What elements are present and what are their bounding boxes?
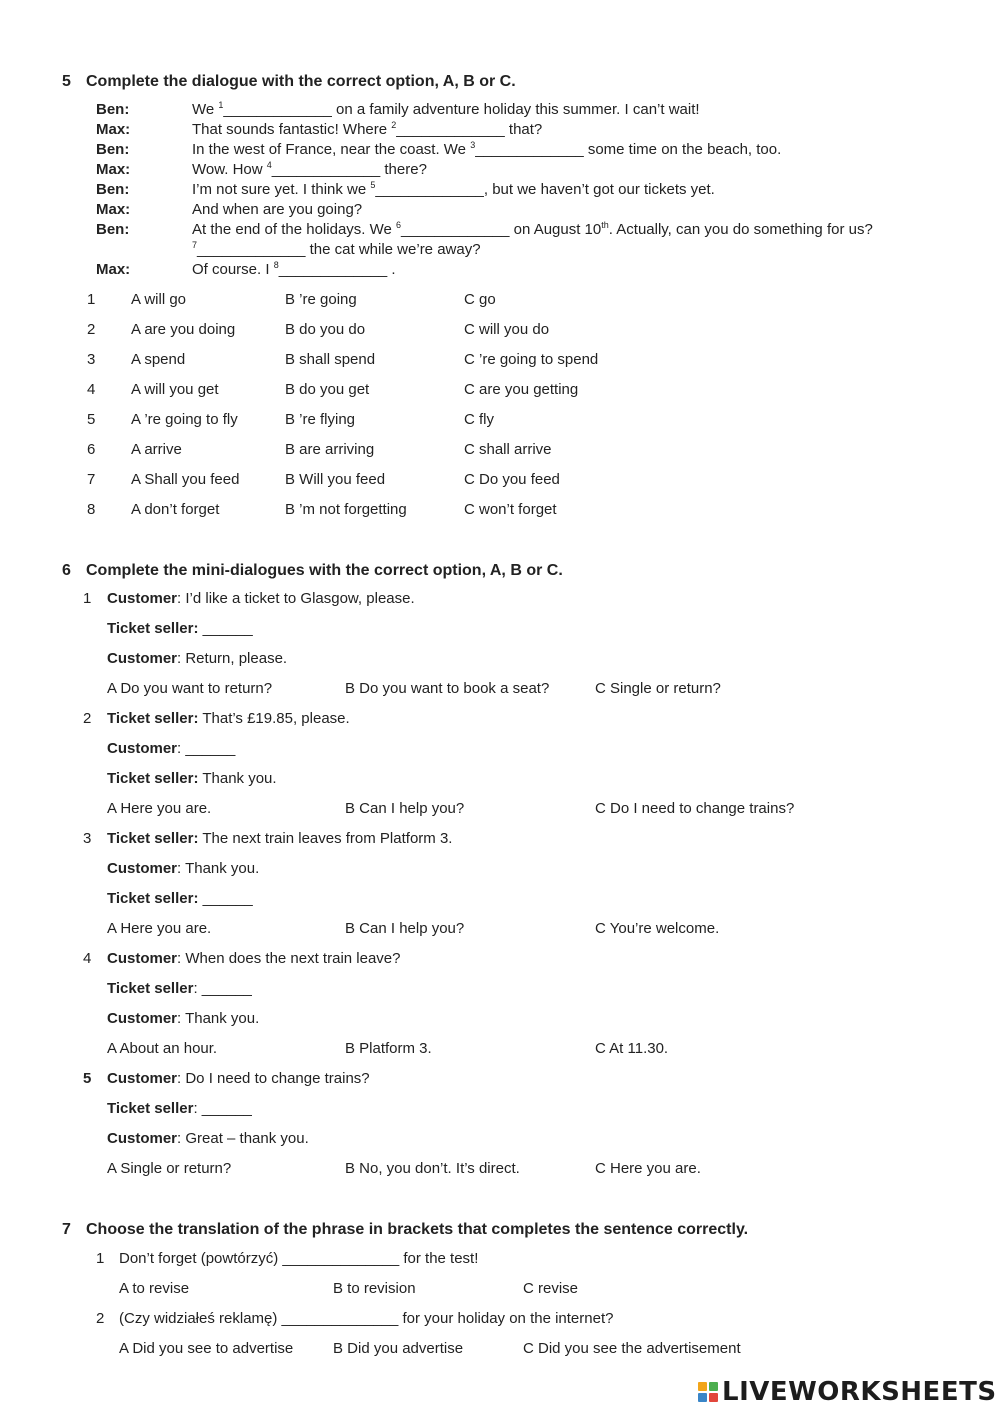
line-text: Thank you. [198, 770, 277, 787]
option-number: 2 [87, 321, 96, 338]
item-number: 5 [83, 1070, 92, 1087]
item-number: 1 [96, 1250, 105, 1267]
dialogue-line [192, 181, 715, 198]
dialogue-line [192, 121, 542, 138]
option-c[interactable]: C Do you feed [464, 471, 560, 488]
speaker: Ticket seller: [107, 830, 199, 847]
option-b[interactable]: B ’m not forgetting [285, 501, 407, 518]
option-c[interactable]: C won’t forget [464, 501, 557, 518]
option-b[interactable]: B shall spend [285, 351, 376, 368]
option-b[interactable]: B to revision [333, 1280, 416, 1297]
mini-dialogue-line [107, 1010, 259, 1027]
option-b[interactable]: B Can I help you? [345, 920, 465, 937]
dialogue-text: . [387, 261, 396, 278]
dialogue-text: , but we haven’t got our tickets yet. [483, 181, 715, 198]
dialogue-line [192, 241, 481, 258]
dialogue-speaker: Ben: [96, 221, 130, 238]
answer-blank[interactable]: _____________ [271, 161, 381, 178]
speaker: Ticket seller: [107, 890, 199, 907]
dialogue-text: some time on the beach, too. [583, 141, 782, 158]
option-a[interactable]: A Did you see to advertise [119, 1340, 294, 1357]
item-number: 4 [83, 950, 92, 967]
option-number: 4 [87, 381, 96, 398]
dialogue-text: In the west of France, near the coast. We [192, 141, 471, 158]
dialogue-text: the cat while we’re away? [305, 241, 481, 258]
mini-dialogue-line [107, 740, 235, 757]
speaker: Ticket seller: [107, 620, 199, 637]
option-number: 8 [87, 501, 96, 518]
section-6-number: 6 [62, 562, 71, 579]
speaker: Customer [107, 590, 178, 607]
mini-dialogue-line [107, 770, 277, 787]
option-c[interactable]: C shall arrive [464, 441, 552, 458]
option-number: 5 [87, 411, 96, 428]
option-c[interactable]: C go [464, 291, 496, 308]
speaker: Ticket seller: [107, 710, 199, 727]
line-text: : I’d like a ticket to Glasgow, please. [177, 590, 415, 607]
dialogue-text: And when are you going? [192, 201, 363, 218]
option-a[interactable]: A About an hour. [107, 1040, 218, 1057]
dialogue-text: I’m not sure yet. I think we [192, 181, 371, 198]
line-text: ______ [198, 890, 253, 907]
mini-dialogue-line [107, 620, 253, 637]
gap-number: 3 [470, 140, 476, 150]
mini-dialogue-line [107, 980, 252, 997]
option-c[interactable]: C will you do [464, 321, 550, 338]
option-c[interactable]: C Single or return? [595, 680, 721, 697]
option-c[interactable]: C Did you see the advertisement [523, 1340, 741, 1357]
dialogue-speaker: Max: [96, 261, 131, 278]
liveworksheets-logo [698, 1377, 997, 1407]
option-number: 7 [87, 471, 96, 488]
dialogue-text: Of course. I [192, 261, 274, 278]
option-b[interactable]: B Did you advertise [333, 1340, 464, 1357]
mini-dialogue-line [107, 890, 253, 907]
line-text: : Do I need to change trains? [177, 1070, 370, 1087]
dialogue-text: At the end of the holidays. We [192, 221, 397, 238]
line-text: : When does the next train leave? [177, 950, 401, 967]
option-a[interactable]: A Single or return? [107, 1160, 232, 1177]
option-a[interactable]: A to revise [119, 1280, 190, 1297]
mini-dialogue-line [107, 830, 452, 847]
option-b[interactable]: B Can I help you? [345, 800, 465, 817]
dialogue-text: that? [504, 121, 543, 138]
speaker: Customer [107, 860, 178, 877]
mini-dialogue-line [107, 860, 259, 877]
item-number: 2 [83, 710, 92, 727]
logo-mark-icon [698, 1382, 718, 1402]
mini-dialogue-line [107, 1100, 252, 1117]
option-c[interactable]: C are you getting [464, 381, 579, 398]
answer-blank[interactable]: _____________ [401, 221, 510, 238]
option-b[interactable]: B Platform 3. [345, 1040, 432, 1057]
dialogue-speaker: Max: [96, 121, 131, 138]
speaker: Customer [107, 1010, 178, 1027]
option-a[interactable]: A spend [131, 351, 186, 368]
option-c[interactable]: C ’re going to spend [464, 351, 599, 368]
dialogue-text: there? [380, 161, 427, 178]
line-text: The next train leaves from Platform 3. [198, 830, 453, 847]
answer-blank[interactable]: _____________ [197, 241, 306, 258]
gap-number: 1 [218, 100, 224, 110]
option-a[interactable]: A don’t forget [131, 501, 220, 518]
dialogue-speaker: Max: [96, 161, 131, 178]
line-text: : Great – thank you. [177, 1130, 309, 1147]
sentence: (Czy widziałeś reklamę) ______________ for your holiday on the internet? [119, 1310, 614, 1327]
dialogue-speaker: Ben: [96, 181, 130, 198]
speaker: Customer [107, 950, 178, 967]
gap-number: 7 [192, 240, 198, 250]
ordinal-suffix: th [601, 220, 609, 230]
line-text: That’s £19.85, please. [198, 710, 350, 727]
dialogue-line [192, 101, 700, 118]
line-text: : Thank you. [177, 860, 260, 877]
option-b[interactable]: B Will you feed [285, 471, 386, 488]
option-a[interactable]: A arrive [131, 441, 182, 458]
dialogue-speaker: Ben: [96, 101, 130, 118]
speaker: Ticket seller: [107, 770, 199, 787]
section-7-number: 7 [62, 1221, 71, 1238]
dialogue-line [192, 261, 396, 278]
option-c[interactable]: C fly [464, 411, 494, 428]
dialogue-text: on August 10 [509, 221, 602, 238]
option-number: 6 [87, 441, 96, 458]
speaker: Customer [107, 650, 178, 667]
option-b[interactable]: B Do you want to book a seat? [345, 680, 550, 697]
mini-dialogue-line [107, 1070, 370, 1087]
gap-number: 8 [273, 260, 279, 270]
option-c[interactable]: C Here you are. [595, 1160, 701, 1177]
option-a[interactable]: A will go [131, 291, 187, 308]
option-b[interactable]: B do you get [285, 381, 370, 398]
option-b[interactable]: B do you do [285, 321, 366, 338]
option-b[interactable]: B No, you don’t. It’s direct. [345, 1160, 520, 1177]
line-text: : ______ [193, 1100, 252, 1117]
option-b[interactable]: B ’re going [285, 291, 357, 308]
mini-dialogue-line [107, 650, 287, 667]
option-b[interactable]: B are arriving [285, 441, 375, 458]
dialogue-text: That sounds fantastic! Where [192, 121, 392, 138]
speaker: Customer [107, 1130, 178, 1147]
option-c[interactable]: C You’re welcome. [595, 920, 720, 937]
option-a[interactable]: A ’re going to fly [131, 411, 238, 428]
dialogue-text: on a family adventure holiday this summer. I can’t wait! [331, 101, 700, 118]
answer-blank[interactable]: _____________ [278, 261, 388, 278]
item-number: 2 [96, 1310, 105, 1327]
option-number: 1 [87, 291, 96, 308]
dialogue-line [192, 161, 427, 178]
gap-number: 2 [391, 120, 397, 130]
speaker: Customer [107, 740, 178, 757]
gap-number: 5 [370, 180, 376, 190]
line-text: ______ [198, 620, 253, 637]
section-5-number: 5 [62, 73, 71, 90]
line-text: : ______ [193, 980, 252, 997]
mini-dialogue-line [107, 1130, 309, 1147]
dialogue-text: . Actually, can you do something for us? [608, 221, 873, 238]
mini-dialogue-line [107, 950, 401, 967]
speaker: Customer [107, 1070, 178, 1087]
speaker: Ticket seller [107, 980, 194, 997]
item-number: 3 [83, 830, 92, 847]
answer-blank[interactable]: _____________ [475, 141, 584, 158]
dialogue-text: Wow. How [192, 161, 267, 178]
gap-number: 6 [396, 220, 402, 230]
option-number: 3 [87, 351, 96, 368]
option-a[interactable]: A Here you are. [107, 920, 212, 937]
answer-blank[interactable]: _____________ [375, 181, 484, 198]
gap-number: 4 [266, 160, 272, 170]
mini-dialogue-line [107, 590, 415, 607]
option-a[interactable]: A Shall you feed [131, 471, 240, 488]
dialogue-text: We [192, 101, 219, 118]
item-number: 1 [83, 590, 92, 607]
line-text: : Return, please. [177, 650, 288, 667]
line-text: : ______ [177, 740, 236, 757]
answer-blank[interactable]: _____________ [396, 121, 505, 138]
dialogue-line [192, 221, 873, 238]
option-a[interactable]: A are you doing [131, 321, 236, 338]
speaker: Ticket seller [107, 1100, 194, 1117]
dialogue-speaker: Ben: [96, 141, 130, 158]
dialogue-speaker: Max: [96, 201, 131, 218]
mini-dialogue-line [107, 710, 350, 727]
option-c[interactable]: C revise [523, 1280, 579, 1297]
section-7-title: Choose the translation of the phrase in brackets that completes the sentence correctly. [86, 1221, 749, 1238]
sentence: Don’t forget (powtórzyć) ______________ for the test! [119, 1250, 479, 1267]
option-c[interactable]: C Do I need to change trains? [595, 800, 795, 817]
option-a[interactable]: A Here you are. [107, 800, 212, 817]
option-a[interactable]: A Do you want to return? [107, 680, 273, 697]
dialogue-line [192, 201, 362, 218]
logo-text: LIVEWORKSHEETS [722, 1377, 997, 1407]
line-text: : Thank you. [177, 1010, 260, 1027]
option-a[interactable]: A will you get [131, 381, 219, 398]
option-b[interactable]: B ’re flying [285, 411, 356, 428]
section-5-title: Complete the dialogue with the correct option, A, B or C. [86, 73, 516, 90]
section-6-title: Complete the mini-dialogues with the correct option, A, B or C. [86, 562, 563, 579]
dialogue-line [192, 141, 781, 158]
option-c[interactable]: C At 11.30. [595, 1040, 669, 1057]
answer-blank[interactable]: _____________ [223, 101, 332, 118]
